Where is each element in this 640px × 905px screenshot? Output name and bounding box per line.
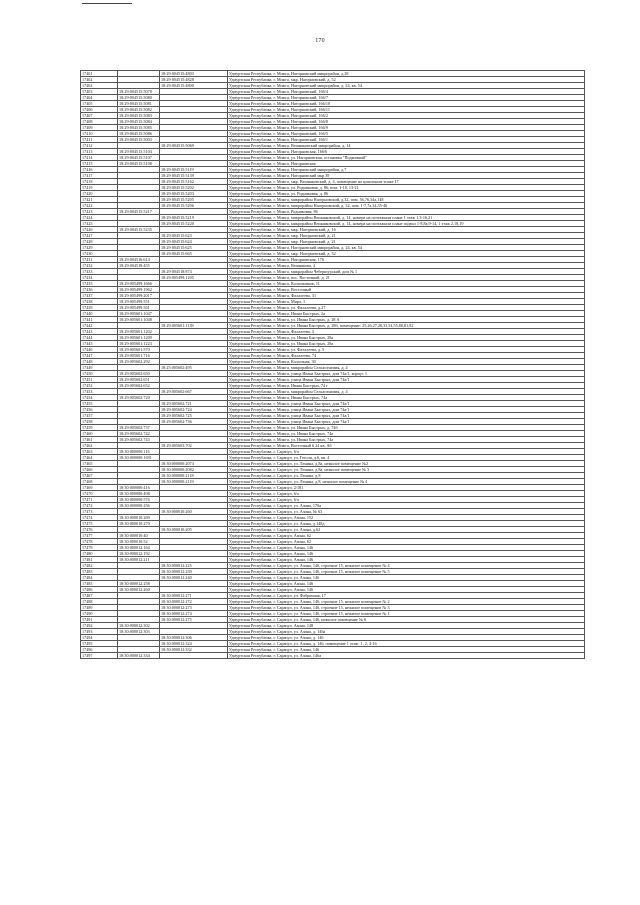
address-cell: Удмуртская Республика, г. Можга, Нагорновский, 166/8 — [228, 119, 585, 125]
cadastral-number-building: 18:30:000012:240 — [160, 575, 228, 581]
cadastral-number-building: 18:25:005602:495 — [160, 365, 228, 371]
cadastral-number-parcel: 18:29:004515:5083 — [118, 113, 160, 119]
row-number: 17449 — [81, 365, 118, 371]
row-number: 17495 — [81, 641, 118, 647]
cadastral-number-building: 18:29:004515:5069 — [160, 143, 228, 149]
row-number: 17497 — [81, 653, 118, 659]
address-cell: Удмуртская Республика, г. Можга, Ивана Быстрых, 2а — [228, 311, 585, 317]
address-cell: Удмуртская Республика, г. Сарапул, ул. Азина, д. 146, помещение 1 этаж: 1, 2, 4-16 — [228, 641, 585, 647]
row-number: 17488 — [81, 599, 118, 605]
row-number: 17471 — [81, 497, 118, 503]
cadastral-number-parcel: 18:30:000012:302 — [118, 623, 160, 629]
row-number: 17405 — [81, 101, 118, 107]
cadastral-number-parcel: 18:30:000000:576 — [118, 497, 160, 503]
address-cell: Удмуртская Республика, г. Можга, Нагорновский, 166/7 — [228, 95, 585, 101]
row-number: 17476 — [81, 527, 118, 533]
cadastral-number-parcel: 18:29:005602:651 — [118, 377, 160, 383]
cadastral-number-parcel: 18:30:000010:270 — [118, 521, 160, 527]
address-cell: Удмуртская Республика, г. Сарапул, ул. Ленина, д.8 — [228, 473, 585, 479]
address-cell: Удмуртская Республика, г. Можга, Ивана Быстрых, 74 г — [228, 383, 585, 389]
address-cell: Удмуртская Республика, г. Можга, улица Ивана Быстрых, дом 74а/1, корпус 1 — [228, 371, 585, 377]
cadastral-number-building: 18:30:000012:271 — [160, 593, 228, 599]
address-cell: Удмуртская Республика, г. Сарапул, ул. Азина, 146, строение 15, нежилое помещение № 2 — [228, 599, 585, 605]
row-number: 17423 — [81, 209, 118, 215]
row-number: 17456 — [81, 407, 118, 413]
cadastral-number-parcel: 18:29:005499:1962 — [118, 287, 160, 293]
cadastral-number-parcel: 18:29:004515:5084 — [118, 119, 160, 125]
row-number: 17431 — [81, 257, 118, 263]
address-cell: Удмуртская Республика, г. Можга, микрорайон Сельхозхимия, д. 4 — [228, 365, 585, 371]
cadastral-number-building: 18:29:005499:1205 — [160, 275, 228, 281]
row-number: 17486 — [81, 587, 118, 593]
cadastral-number-building: 18:30:000012:272 — [160, 599, 228, 605]
cadastral-number-parcel: 18:29:005499:1666 — [118, 281, 160, 287]
address-cell: Удмуртская Республика, г. Можга, пос. Восточный, д. 21 — [228, 275, 585, 281]
address-cell: Удмуртская Республика, г. Можга, Нагорновский, 166/5 — [228, 131, 585, 137]
address-cell: Удмуртская Республика, г. Сарапул, Азина, 146 — [228, 581, 585, 587]
cadastral-number-parcel: 18:30:000012:211 — [118, 557, 160, 563]
row-number: 17403 — [81, 89, 118, 95]
row-number: 17481 — [81, 557, 118, 563]
address-cell: Удмуртская Республика, г. Можга, Вешняковский микрорайон, д. 14 — [228, 143, 585, 149]
row-number: 17426 — [81, 227, 118, 233]
row-number: 17459 — [81, 425, 118, 431]
address-cell: Удмуртская Республика, г. Можга, ул. Нагорновская, остановка "Подкомный" — [228, 155, 585, 161]
cadastral-number-parcel: 18:29:004515:5217 — [118, 209, 160, 215]
row-number: 17411 — [81, 137, 118, 143]
cadastral-number-building: 18:29:004515:625 — [160, 245, 228, 251]
cadastral-number-building: 18:30:000010:260 — [160, 509, 228, 515]
cadastral-number-parcel: 18:29:004515:5082 — [118, 107, 160, 113]
address-cell: Удмуртская Республика, г. Можга, Родниковая, 86 — [228, 209, 585, 215]
cadastral-number-building: 18:29:004515:4828 — [160, 77, 228, 83]
row-number: 17474 — [81, 515, 118, 521]
row-number: 17441 — [81, 317, 118, 323]
cadastral-number-parcel: 18:29:005499:551 — [118, 299, 160, 305]
cadastral-number-parcel: 18:29:005601:1048 — [118, 317, 160, 323]
row-number: 17407 — [81, 113, 118, 119]
row-number: 17478 — [81, 539, 118, 545]
address-cell: Удмуртская Республика, г. Можга, Нагорновский, 166/10 — [228, 101, 585, 107]
address-cell: Удмуртская Республика, г. Можга, Фалалеева, 31 — [228, 293, 585, 299]
cadastral-number-parcel: 18:29:004515:5086 — [118, 131, 160, 137]
address-cell: Удмуртская Республика, г. Можга, Нагорновская, 166/6 — [228, 149, 585, 155]
row-number: 17452 — [81, 383, 118, 389]
cadastral-number-building: 18:30:000012:225 — [160, 563, 228, 569]
row-number: 17458 — [81, 419, 118, 425]
address-cell: Удмуртская Республика, г. Сарапул, Азина, 62 — [228, 539, 585, 545]
row-number: 17439 — [81, 305, 118, 311]
cadastral-number-parcel: 18:29:005601:1202 — [118, 329, 160, 335]
page-number: 170 — [315, 38, 325, 44]
row-number: 17466 — [81, 467, 118, 473]
row-number: 17408 — [81, 119, 118, 125]
address-cell: Удмуртская Республика, г. Можга, улица Ивана Быстрых, дом 74а/1 — [228, 377, 585, 383]
cadastral-number-parcel: 18:29:004515:5078 — [118, 89, 160, 95]
address-cell: Удмуртская Республика, г. Можга, ул. Ивана Быстрых, 74а — [228, 431, 585, 437]
row-number: 17447 — [81, 353, 118, 359]
address-cell: Удмуртская Республика, г. Сарапул, Азина, 152 — [228, 515, 585, 521]
cadastral-number-building: 18:30:000012:274 — [160, 611, 228, 617]
cadastral-number-parcel: 18:29:005602:742 — [118, 431, 160, 437]
cadastral-number-building: 18:30:000012:239 — [160, 569, 228, 575]
table-row — [81, 653, 585, 659]
row-number: 17460 — [81, 431, 118, 437]
address-cell: Удмуртская Республика, г. Можга, ул. Ивана Быстрых, 74а — [228, 437, 585, 443]
cadastral-number-building: 18:30:000012:273 — [160, 605, 228, 611]
address-cell: Удмуртская Республика, г. Можга, Нагорновская, 176 — [228, 257, 585, 263]
address-cell: Удмуртская Республика, г. Можга, Нагорновский микрорайон, д. 24, кв. 54 — [228, 245, 585, 251]
address-cell: Удмуртская Республика, г. Сарапул, ул. Фабричная, 17 — [228, 593, 585, 599]
cadastral-number-building: 18:29:004515:4803 — [160, 71, 228, 77]
row-number: 17480 — [81, 551, 118, 557]
row-number: 17428 — [81, 239, 118, 245]
address-cell: Удмуртская Республика, г. Можга, Ивана Быстрых, 74а — [228, 395, 585, 401]
cadastral-number-parcel: 18:30:000010:269 — [118, 515, 160, 521]
cadastral-number-building: 18:29:005601:1139 — [160, 323, 228, 329]
address-cell: Удмуртская Республика, г. Сарапул, Азина, 146 — [228, 545, 585, 551]
address-cell: Удмуртская Республика, г. Сарапул, ул. Азина, д.62 — [228, 527, 585, 533]
address-cell: Удмуртская Республика, г. Можга, ул. Ивана Быстрых, д. 28б, помещение: 25,26,27,28,33,54,55,80,81,82 — [228, 323, 585, 329]
row-number: 17416 — [81, 167, 118, 173]
row-number: 17493 — [81, 629, 118, 635]
row-number: 17483 — [81, 569, 118, 575]
row-number: 17465 — [81, 461, 118, 467]
row-number: 17440 — [81, 311, 118, 317]
cadastral-number-parcel: 18:30:000012:303 — [118, 629, 160, 635]
cadastral-number-parcel: 18:29:004515:5235 — [118, 227, 160, 233]
row-number: 17418 — [81, 179, 118, 185]
address-cell: Удмуртская Республика, г. Сарапул, ул. Азина, 146, строение 15, нежилое помещение № 3 — [228, 605, 585, 611]
cadastral-number-parcel: 18:29:004515:5107 — [118, 155, 160, 161]
cadastral-number-building: 18:29:004518:874 — [160, 269, 228, 275]
address-cell: Удмуртская Республика, г. Можга, Колхозников, 11 — [228, 281, 585, 287]
cadastral-number-parcel: 18:29:004516:614 — [118, 257, 160, 263]
address-cell: Удмуртская Республика, г. Можга, ул. Родниковая, д. 86, пом. 1-10, 13-21 — [228, 185, 585, 191]
row-number: 17427 — [81, 233, 118, 239]
cadastral-number-parcel: 18:30:000012:164 — [118, 545, 160, 551]
row-number: 17479 — [81, 545, 118, 551]
cadastral-number-parcel: 18:30:000010:52 — [118, 539, 160, 545]
address-cell: Удмуртская Республика, г. Можга, улица Ивана Быстрых, дом 74а/1 — [228, 401, 585, 407]
cadastral-number-parcel: 18:29:005601:1047 — [118, 311, 160, 317]
address-cell: Удмуртская Республика, г. Можга, Нагорновский микрорайон, д.7 — [228, 167, 585, 173]
address-cell: Удмуртская Республика, г. Сарапул, ул. Азина, 146, строение 15, нежилое помещение № 4 — [228, 563, 585, 569]
address-cell: Удмуртская Республика, г. Можга, Фалалеева, 74 — [228, 353, 585, 359]
cadastral-number-building: 18:30:000010:205 — [160, 527, 228, 533]
address-cell: Удмуртская Республика, г. Можга, Фалалеева, 3 — [228, 329, 585, 335]
cadastral-number-building: 18:29:004515:5139 — [160, 173, 228, 179]
row-number: 17468 — [81, 479, 118, 485]
row-number: 17420 — [81, 191, 118, 197]
address-cell: Удмуртская Республика, г. Можга, ул. Родниковая, д. 86 — [228, 191, 585, 197]
row-number: 17484 — [81, 575, 118, 581]
address-cell: Удмуртская Республика, г. Можга, Восточный — [228, 287, 585, 293]
address-cell: Удмуртская Республика, г. Сарапул, ул. Азина, д. 146 — [228, 635, 585, 641]
row-number: 17485 — [81, 581, 118, 587]
address-cell: Удмуртская Республика, г. Можга, мкр. Нагорновский, д. 52 — [228, 77, 585, 83]
row-number: 17417 — [81, 173, 118, 179]
row-number: 17463 — [81, 449, 118, 455]
address-cell: Удмуртская Республика, г. Можга, Нагорновский мкр.39 — [228, 173, 585, 179]
registry-table — [80, 70, 585, 659]
address-cell: Удмуртская Республика, г. Можга, Нагорновский микрорайон, д.28 — [228, 71, 585, 77]
row-number: 17496 — [81, 647, 118, 653]
row-number: 17454 — [81, 395, 118, 401]
address-cell: Удмуртская Республика, г. Сарапул, ул. Азина, 146а — [228, 653, 585, 659]
row-number: 17436 — [81, 287, 118, 293]
address-cell: Удмуртская Республика, г. Сарапул, ул. Азина, 146, строение 15, нежилое помещение № 5 — [228, 569, 585, 575]
row-number: 17409 — [81, 125, 118, 131]
address-cell: Удмуртская Республика, г. Можга, Вешняковa, 4 — [228, 263, 585, 269]
row-number: 17473 — [81, 509, 118, 515]
row-number: 17448 — [81, 359, 118, 365]
address-cell: Удмуртская Республика, г. Можга, ул. Ивана Быстрых, 28а — [228, 341, 585, 347]
row-number: 17482 — [81, 563, 118, 569]
cadastral-number-parcel: 18:30:000000:256 — [118, 503, 160, 509]
address-cell: Удмуртская Республика, г. Сарапул, ул. Ленина, д.8, нежилое помещение № 4 — [228, 479, 585, 485]
address-cell: Удмуртская Республика, г. Можга, Колхозная, 30 — [228, 359, 585, 365]
address-cell: Удмуртская Республика, г. Можга, Нагорновский, 166/11 — [228, 107, 585, 113]
address-cell: Удмуртская Республика, г. Можга, мкр. Нагорновский, д. 16 — [228, 227, 585, 233]
cadastral-number-building: 18:29:004515:624 — [160, 239, 228, 245]
cadastral-number-building: 18:29:004515:5162 — [160, 179, 228, 185]
address-cell: Удмуртская Республика, г. Сарапул, ул. Азина, д.148д — [228, 521, 585, 527]
cadastral-number-parcel: 18:29:005601:1209 — [118, 335, 160, 341]
cadastral-number-parcel: 18:29:004518:455 — [118, 263, 160, 269]
row-number: 17422 — [81, 203, 118, 209]
address-cell: Удмуртская Республика, г. Сарапул, Азина, 146 — [228, 587, 585, 593]
row-number: 17453 — [81, 389, 118, 395]
cadastral-number-parcel: 18:29:005602:720 — [118, 395, 160, 401]
row-number: 17467 — [81, 473, 118, 479]
address-cell: Удмуртская Республика, г. Можга, улица Ивана Быстрых, дом 74а/1 — [228, 413, 585, 419]
cadastral-number-parcel: 18:29:004515:5003 — [118, 137, 160, 143]
cadastral-number-building: 18:30:000000:2119 — [160, 479, 228, 485]
row-number: 17412 — [81, 143, 118, 149]
cadastral-number-parcel: 18:29:005602:650 — [118, 371, 160, 377]
cadastral-number-building: 18:29:004515:623 — [160, 233, 228, 239]
cadastral-number-parcel: 18:30:000012:258 — [118, 581, 160, 587]
row-number: 17430 — [81, 251, 118, 257]
address-cell: Удмуртская Республика, г. Можга, улица Ивана Быстрых, дом 74а/1 — [228, 419, 585, 425]
row-number: 17490 — [81, 611, 118, 617]
address-cell: Удмуртская Республика, г. Можга, микрорайон Вешняковский, д. 14, номера на поэтажном плане подвал 1-8,8а,9-14, 1 этаж 2,18,19 — [228, 221, 585, 227]
row-number: 17433 — [81, 269, 118, 275]
row-number: 17410 — [81, 131, 118, 137]
cadastral-number-building: 18:30:000012:332 — [160, 647, 228, 653]
row-number: 17462 — [81, 443, 118, 449]
row-number: 17445 — [81, 341, 118, 347]
cadastral-number-building: 18:29:004515:5220 — [160, 221, 228, 227]
address-cell: Удмуртская Республика, г. Можга, микрорайон Нагорновский, д.32, пом. 56,76,34а,148 — [228, 197, 585, 203]
cadastral-number-building: 18:30:000012:324 — [160, 641, 228, 647]
row-number: 17461 — [81, 437, 118, 443]
row-number: 17438 — [81, 299, 118, 305]
row-number: 17444 — [81, 335, 118, 341]
row-number: 17434 — [81, 275, 118, 281]
row-number: 17475 — [81, 521, 118, 527]
row-number: 17437 — [81, 293, 118, 299]
row-number: 17402 — [81, 77, 118, 83]
address-cell: Удмуртская Республика, г. Можга, Мира, 1 — [228, 299, 585, 305]
cadastral-number-building: 18:29:005602:725 — [160, 413, 228, 419]
address-cell: Удмуртская Республика, г. Сарапул, ул. Азина, 146 — [228, 647, 585, 653]
cadastral-number-building: 18:29:004515:5203 — [160, 191, 228, 197]
address-cell: Удмуртская Республика, г. Можга, микрорайон Нагорновский, д. 32, пом. 1-7,7а,34,35-46 — [228, 203, 585, 209]
address-cell: Удмуртская Республика, г. Можга, микрорайон Вешняковский, д. 14, номера на поэтажном плане 1 этаж 1,3-16,21 — [228, 215, 585, 221]
row-number: 17457 — [81, 413, 118, 419]
address-cell: Удмуртская Республика, г. Сарапул, ул. Ленина, д.8а, нежилое помещение №2 — [228, 461, 585, 467]
row-number: 17421 — [81, 197, 118, 203]
cadastral-number-building: 18:30:000000:2082 — [160, 467, 228, 473]
cadastral-number-parcel: 18:29:005602:292 — [118, 359, 160, 365]
address-cell: Удмуртская Республика, г. Можга, ул. Фалалеева, д.27 — [228, 305, 585, 311]
cadastral-number-building: 18:29:005602:721 — [160, 401, 228, 407]
address-cell: Удмуртская Республика, г. Сарапул, 6/а — [228, 491, 585, 497]
cadastral-number-building: 18:29:005602:667 — [160, 389, 228, 395]
row-number: 17443 — [81, 329, 118, 335]
cadastral-number-building: 18:30:000012:306 — [160, 635, 228, 641]
address-cell: Удмуртская Республика, г. Сарапул, ул. Гоголя, д.6, кв. 4 — [228, 455, 585, 461]
address-cell: Удмуртская Республика, г. Можга, Нагорновский, 166/1 — [228, 137, 585, 143]
cadastral-number-parcel: 18:29:005602:737 — [118, 425, 160, 431]
row-number: 17464 — [81, 455, 118, 461]
cadastral-number-parcel: 18:30:000012:260 — [118, 587, 160, 593]
cadastral-number-parcel: 18:29:005499:561 — [118, 305, 160, 311]
row-number: 17435 — [81, 281, 118, 287]
address-cell: Удмуртская Республика, г. Можга, Нагорновская — [228, 161, 585, 167]
row-number: 17424 — [81, 215, 118, 221]
cadastral-number-parcel: 18:29:005499:2017 — [118, 293, 160, 299]
row-number: 17406 — [81, 107, 118, 113]
row-number: 17494 — [81, 635, 118, 641]
cadastral-number-parcel: 18:29:005602:743 — [118, 437, 160, 443]
row-number: 17469 — [81, 485, 118, 491]
address-cell: Удмуртская Республика, г. Сарапул, 6/а — [228, 497, 585, 503]
cadastral-number-building: 18:29:004515:665 — [160, 251, 228, 257]
row-number: 17432 — [81, 263, 118, 269]
address-cell: Удмуртская Республика, г. Можга, микрорайон Сельхозхимия, д. 4 — [228, 389, 585, 395]
address-cell: Удмуртская Республика, г. Можга, ул. Ивана Быстрых, 28а — [228, 335, 585, 341]
row-number: 17404 — [81, 95, 118, 101]
address-cell: Удмуртская Республика, г. Можга, ул. Фалалеева, д. 5 — [228, 347, 585, 353]
row-number: 17414 — [81, 155, 118, 161]
row-number: 17419 — [81, 185, 118, 191]
cadastral-number-parcel: 18:30:000010:40 — [118, 533, 160, 539]
address-cell: Удмуртская Республика, г. Сарапул, Азина, 146 — [228, 557, 585, 563]
address-cell: Удмуртская Республика, г. Сарапул, ул. Азина, 146, нежилое помещение № 6 — [228, 617, 585, 623]
cadastral-number-building: 18:29:004515:5205 — [160, 197, 228, 203]
cadastral-number-parcel: 18:29:005602:652 — [118, 383, 160, 389]
cadastral-number-parcel: 18:29:005601:716 — [118, 353, 160, 359]
cadastral-number-building: 18:29:004515:4800 — [160, 83, 228, 89]
row-number: 17402 — [81, 83, 118, 89]
address-cell: Удмуртская Республика, г. Сарапул, 2/181 — [228, 485, 585, 491]
cadastral-number-building — [160, 653, 228, 659]
cadastral-number-building: 18:29:005602:724 — [160, 407, 228, 413]
address-cell: Удмуртская Республика, г. Можга, ул. Ивана Быстрых, д. 28 А — [228, 317, 585, 323]
address-cell: Удмуртская Республика, г. Сарапул, ул. Азина, № 63 — [228, 509, 585, 515]
cadastral-number-building: 18:29:004515:5206 — [160, 203, 228, 209]
address-cell: Удмуртская Республика, г. Можга, мкр. Нагорновский, д. 21 — [228, 233, 585, 239]
row-number: 17455 — [81, 401, 118, 407]
cadastral-number-parcel: 18:30:000000:498 — [118, 491, 160, 497]
row-number: 17415 — [81, 161, 118, 167]
address-cell: Удмуртская Республика, г. Сарапул, Азина, 148 — [228, 623, 585, 629]
row-number: 17477 — [81, 533, 118, 539]
cadastral-number-building: 18:29:005602:736 — [160, 419, 228, 425]
top-rule — [82, 3, 132, 4]
cadastral-number-building: 18:30:000012:275 — [160, 617, 228, 623]
cadastral-number-parcel: 18:29:004515:5108 — [118, 161, 160, 167]
cadastral-number-building: 18:30:000000:2118 — [160, 473, 228, 479]
row-number: 17451 — [81, 377, 118, 383]
address-cell: Удмуртская Республика, г. Сарапул, ул. Азина, 146 — [228, 575, 585, 581]
address-cell: Удмуртская Республика, г. Можга, Нагорновский, 166/9 — [228, 125, 585, 131]
row-number: 17442 — [81, 323, 118, 329]
row-number: 17472 — [81, 503, 118, 509]
address-cell: Удмуртская Республика, г. Можга, Нагорновский, 166/2 — [228, 113, 585, 119]
address-cell: Удмуртская Республика, г. Можга, мкр. Нагорновский, д. 32 — [228, 251, 585, 257]
cadastral-number-parcel: 18:29:004515:5085 — [118, 125, 160, 131]
address-cell: Удмуртская Республика, г. Можга, Нагорновский микрорайон, д. 24, кв. 54 — [228, 83, 585, 89]
cadastral-number-building: 18:29:004515:5119 — [160, 167, 228, 173]
row-number: 17492 — [81, 623, 118, 629]
address-cell: Удмуртская Республика, г. Сарапул, 6/а — [228, 449, 585, 455]
address-cell: Удмуртская Республика, г. Можга, микрорайон Чебершурский, дом № 1 — [228, 269, 585, 275]
cadastral-number-parcel: 18:30:000000:116 — [118, 449, 160, 455]
address-cell: Удмуртская Республика, г. Сарапул, ул. Азина, д. 146а — [228, 629, 585, 635]
address-cell: Удмуртская Республика, г. Сарапул, ул. Азина, 176а — [228, 503, 585, 509]
address-cell: Удмуртская Республика, г. Можга, мкр. Вешняковский, д. 4, помещение на цокольном этаже 17 — [228, 179, 585, 185]
cadastral-number-parcel: 18:29:004515:5081 — [118, 101, 160, 107]
cadastral-number-building: 18:29:004515:5202 — [160, 185, 228, 191]
cadastral-number-building: 18:29:004515:5219 — [160, 215, 228, 221]
cadastral-number-parcel: 18:29:005601:1223 — [118, 341, 160, 347]
address-cell: Удмуртская Республика, г. Можга, улица Ивана Быстрых, дом 74а/1 — [228, 407, 585, 413]
row-number: 17470 — [81, 491, 118, 497]
address-cell: Удмуртская Республика, г. Сарапул, Азина, 146 — [228, 551, 585, 557]
row-number: 17491 — [81, 617, 118, 623]
cadastral-number-parcel: 18:29:004515:5080 — [118, 95, 160, 101]
address-cell: Удмуртская Республика, г. Можга, ул. Ивана Быстрых, д. 74б — [228, 425, 585, 431]
address-cell: Удмуртская Республика, г. Сарапул, ул. Ленина, д.8а, нежилое помещение № 3 — [228, 467, 585, 473]
address-cell: Удмуртская Республика, г. Можга, мкр. Нагорновский, д. 21 — [228, 239, 585, 245]
cadastral-number-building: 18:29:005603:702 — [160, 443, 228, 449]
row-number: 17450 — [81, 371, 118, 377]
address-cell: Удмуртская Республика, г. Можга, Нагорновский, 166/4 — [228, 89, 585, 95]
address-cell: Удмуртская Республика, г. Сарапул, ул. Азина, 146, строение 15, нежилое помещение № 1 — [228, 611, 585, 617]
cadastral-number-parcel: 18:30:000012:334 — [118, 653, 160, 659]
cadastral-number-parcel: 18:29:005601:570 — [118, 347, 160, 353]
cadastral-number-building: 18:30:000000:2074 — [160, 461, 228, 467]
row-number: 17429 — [81, 245, 118, 251]
row-number: 17413 — [81, 149, 118, 155]
row-number: 17446 — [81, 347, 118, 353]
address-cell: Удмуртская Республика, г. Сарапул, Азина, 62 — [228, 533, 585, 539]
cadastral-number-parcel: 18:30:000000:1691 — [118, 455, 160, 461]
address-cell: Удмуртская Республика, г. Можга, Восточный 6 24 кв. А6 — [228, 443, 585, 449]
row-number: 17489 — [81, 605, 118, 611]
cadastral-number-parcel: 18:29:004515:5104 — [118, 149, 160, 155]
cadastral-number-parcel: 18:30:000000:416 — [118, 485, 160, 491]
row-number: 17425 — [81, 221, 118, 227]
cadastral-number-parcel: 18:30:000012:192 — [118, 551, 160, 557]
row-number: 17401 — [81, 71, 118, 77]
row-number: 17487 — [81, 593, 118, 599]
